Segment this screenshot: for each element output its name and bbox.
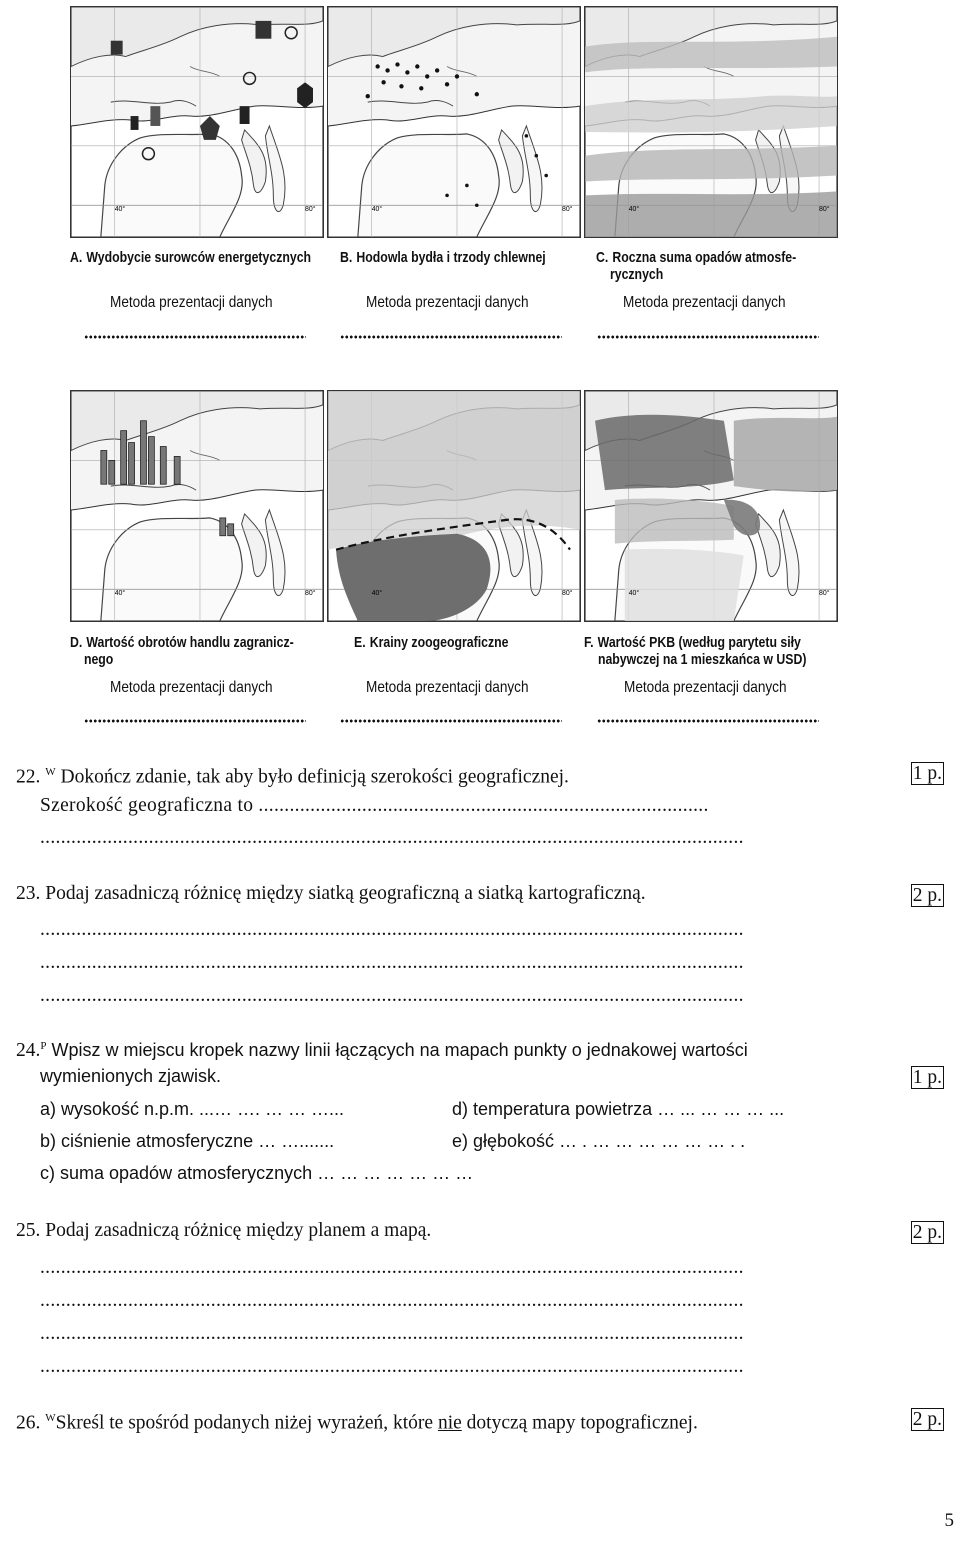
q26-marker: W (45, 1412, 56, 1424)
map-c-caption (596, 249, 801, 283)
map-b-lon-label: 40° (371, 206, 383, 214)
q23-answer-line-1[interactable]: ........................................................................................................................................ (40, 920, 744, 940)
q25-answer-line-2[interactable]: ........................................................................................................................................ (40, 1291, 744, 1311)
q24-prompt (16, 1034, 748, 1063)
map-d-answer-line[interactable] (84, 718, 306, 724)
q22-text: Dokończ zdanie, tak aby było definicją szerokości geograficznej. (60, 766, 569, 788)
q25-points: 2 p. (912, 1222, 942, 1243)
map-c-lon-label: 40° (628, 206, 640, 214)
q22-number: 22. (16, 766, 41, 788)
map-d-letter: D. (70, 634, 83, 651)
map-e-zoogeographic-regions (327, 390, 581, 622)
q25-answer-line-1[interactable]: ........................................................................................................................................ (40, 1258, 744, 1278)
map-f-lon-label: 40° (628, 590, 640, 598)
map-c-method-label: Metoda prezentacji danych (623, 294, 786, 311)
map-b-cattle-pig-breeding (327, 6, 581, 238)
map-f-lon-label-2: 80° (819, 590, 830, 598)
map-a-lon-label: 40° (114, 206, 126, 214)
q22-marker: W (45, 766, 56, 778)
map-e-caption (354, 634, 559, 651)
q26-text-before: Skreśl te spośród podanych niżej wyrażeń, które (55, 1412, 438, 1434)
q22-points: 1 p. (912, 763, 942, 784)
map-d-lon-label: 40° (114, 590, 126, 598)
q23-prompt: 23. Podaj zasadniczą różnicę między siatką geograficzną a siatką kartograficzną. (16, 883, 646, 904)
q26-points: 2 p. (912, 1409, 942, 1430)
map-d-title-line2: nego (83, 651, 114, 668)
map-a-lon-label-2: 80° (305, 206, 316, 214)
q24-item-a[interactable]: a) wysokość n.p.m. ...… …. … … …... (40, 1099, 345, 1119)
page-number: 5 (944, 1510, 954, 1531)
map-d-foreign-trade (70, 390, 324, 622)
map-f-method-label: Metoda prezentacji danych (624, 679, 787, 696)
q24-item-d[interactable]: d) temperatura powietrza … ... … … … ... (452, 1099, 785, 1119)
map-e-lon-label: 40° (371, 590, 383, 598)
map-f-answer-line[interactable] (597, 718, 819, 724)
maps-panel (0, 0, 960, 730)
q25-answer-line-3[interactable]: ........................................................................................................................................ (40, 1324, 744, 1344)
map-b-letter: B. (340, 249, 353, 266)
map-a-letter: A. (70, 249, 83, 266)
map-c-annual-precipitation (584, 6, 838, 238)
q24-item-c[interactable]: c) suma opadów atmosferycznych … … … … … … … (40, 1163, 474, 1183)
q26-text-after: dotyczą mapy topograficznej. (461, 1412, 698, 1434)
map-c-title-line1: Roczna suma opadów atmosfe- (612, 249, 797, 266)
map-a-method-label: Metoda prezentacji danych (110, 294, 273, 311)
map-d-method-label: Metoda prezentacji danych (110, 679, 273, 696)
q25-answer-line-4[interactable]: ........................................................................................................................................ (40, 1357, 744, 1377)
map-f-title-line1: Wartość PKB (według parytetu siły (597, 634, 801, 651)
map-f-title-line2: nabywczej na 1 mieszkańca w USD) (597, 651, 807, 668)
map-a-caption (70, 249, 312, 266)
map-d-lon-label-2: 80° (305, 590, 316, 598)
map-c-lon-label-2: 80° (819, 206, 830, 214)
map-e-letter: E. (354, 634, 366, 651)
map-e-lon-label-2: 80° (562, 590, 573, 598)
q26-number: 26. (16, 1412, 41, 1434)
q22-prompt (16, 760, 569, 790)
q26-prompt (16, 1406, 698, 1436)
q24-text-line1: Wpisz w miejscu kropek nazwy linii łączących na mapach punkty o jednakowej wartości (51, 1040, 748, 1060)
q23-points: 2 p. (912, 885, 942, 906)
map-c-letter: C. (596, 249, 609, 266)
map-b-lon-label-2: 80° (562, 206, 573, 214)
map-f-caption (584, 634, 807, 668)
map-b-title: Hodowla bydła i trzody chlewnej (356, 249, 546, 266)
q24-points: 1 p. (912, 1067, 942, 1088)
q24-item-b[interactable]: b) ciśnienie atmosferyczne … …....... (40, 1131, 335, 1151)
map-c-answer-line[interactable] (597, 334, 819, 340)
q25-prompt: 25. Podaj zasadniczą różnicę między planem a mapą. (16, 1220, 432, 1241)
map-d-caption (70, 634, 294, 668)
q24-number: 24. (16, 1040, 41, 1061)
q24-text-line2: wymienionych zjawisk. (40, 1066, 222, 1086)
q23-answer-line-2[interactable]: ........................................................................................................................................ (40, 953, 744, 973)
map-d-title-line1: Wartość obrotów handlu zagranicz- (86, 634, 294, 651)
map-a-energy-resources (70, 6, 324, 238)
map-c-title-line2: rycznych (609, 266, 664, 283)
q24-marker: P (40, 1040, 47, 1052)
map-a-title: Wydobycie surowców energetycznych (86, 249, 312, 266)
map-b-caption (340, 249, 545, 266)
q23-answer-line-3[interactable]: ........................................................................................................................................ (40, 986, 744, 1006)
q22-answer-line-1[interactable]: Szerokość geograficzna to ....................................................................................... (40, 796, 709, 816)
map-b-answer-line[interactable] (340, 334, 562, 340)
map-a-answer-line[interactable] (84, 334, 306, 340)
map-b-method-label: Metoda prezentacji danych (366, 294, 529, 311)
map-e-title: Krainy zoogeograficzne (369, 634, 509, 651)
q22-answer-line-2[interactable]: ........................................................................................................................................ (40, 828, 744, 848)
q24-item-e[interactable]: e) głębokość … . … … … … … … . . (452, 1131, 746, 1151)
map-f-gdp-per-capita (584, 390, 838, 622)
map-f-letter: F. (584, 634, 594, 651)
map-e-method-label: Metoda prezentacji danych (366, 679, 529, 696)
q26-text-underlined: nie (437, 1412, 462, 1434)
map-e-answer-line[interactable] (340, 718, 562, 724)
